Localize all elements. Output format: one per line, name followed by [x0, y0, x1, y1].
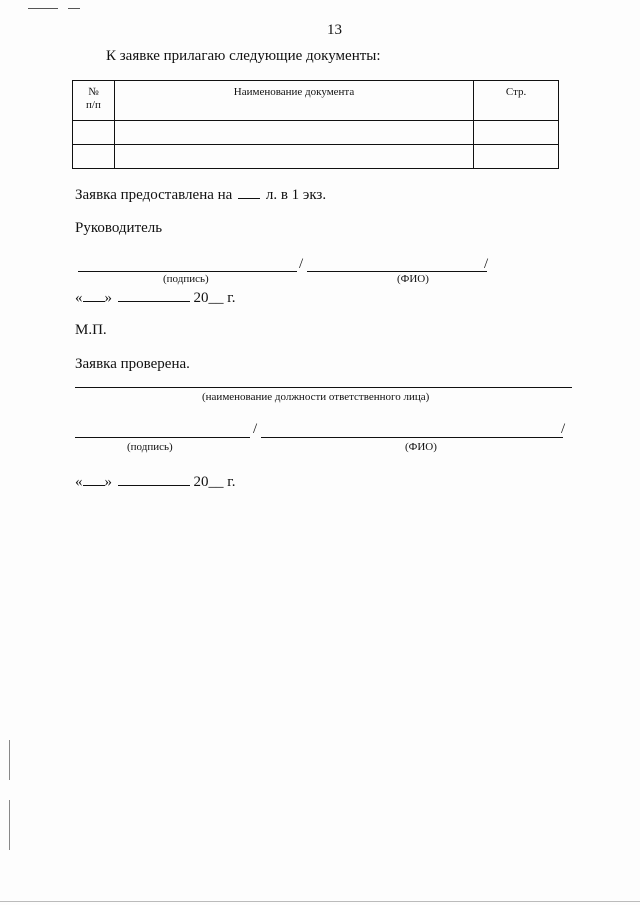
column-header-number	[73, 81, 115, 121]
signature-caption: (подпись)	[127, 441, 173, 453]
cell-page[interactable]	[474, 121, 559, 145]
cell-document-name[interactable]	[114, 121, 473, 145]
head-date	[75, 289, 235, 307]
submitted-suffix: л. в 1 экз.	[265, 187, 327, 203]
documents-table	[72, 80, 559, 169]
open-quote: «	[75, 290, 83, 306]
close-quote: »	[104, 290, 112, 306]
day-blank[interactable]	[83, 473, 105, 486]
slash-separator: /	[299, 256, 304, 272]
table-header-row	[73, 81, 559, 121]
scan-edge-mark	[28, 8, 58, 9]
head-label: Руководитель	[75, 220, 163, 236]
scan-edge-mark	[0, 901, 640, 902]
day-blank[interactable]	[83, 289, 105, 302]
position-caption: (наименование должности ответственного лица)	[202, 391, 430, 403]
submitted-statement	[75, 186, 326, 204]
month-blank[interactable]	[118, 473, 190, 486]
cell-number[interactable]	[73, 145, 115, 169]
scan-edge-mark	[9, 740, 10, 780]
page-number: 13	[327, 22, 342, 38]
fio-caption: (ФИО)	[397, 273, 429, 285]
close-quote: »	[104, 474, 112, 490]
cell-number[interactable]	[73, 121, 115, 145]
sheet-count-blank[interactable]	[238, 186, 260, 199]
column-header-number-symbol: №	[88, 86, 99, 98]
column-header-page: Стр.	[474, 81, 559, 121]
stamp-place: М.П.	[75, 322, 107, 338]
signature-caption: (подпись)	[163, 273, 209, 285]
head-signature-line[interactable]	[78, 271, 297, 272]
month-blank[interactable]	[118, 289, 190, 302]
scan-edge-mark	[9, 800, 10, 850]
attachments-intro: К заявке прилагаю следующие документы:	[106, 48, 381, 64]
cell-page[interactable]	[474, 145, 559, 169]
slash-separator: /	[561, 421, 566, 437]
fio-caption: (ФИО)	[405, 441, 437, 453]
table-row	[73, 145, 559, 169]
column-header-number-abbr: п/п	[86, 99, 101, 111]
year-text: 20__ г.	[193, 290, 236, 306]
open-quote: «	[75, 474, 83, 490]
year-text: 20__ г.	[193, 474, 236, 490]
checker-fio-line[interactable]	[261, 437, 563, 438]
slash-separator: /	[253, 421, 258, 437]
table-row	[73, 121, 559, 145]
checker-date	[75, 473, 235, 491]
head-fio-line[interactable]	[307, 271, 487, 272]
cell-document-name[interactable]	[114, 145, 473, 169]
column-header-document-name: Наименование документа	[114, 81, 473, 121]
slash-separator: /	[484, 256, 489, 272]
submitted-prefix: Заявка предоставлена на	[75, 187, 233, 203]
checker-signature-line[interactable]	[75, 437, 250, 438]
position-line[interactable]	[75, 387, 572, 388]
checked-label: Заявка проверена.	[75, 356, 190, 372]
scan-edge-mark	[68, 8, 80, 9]
